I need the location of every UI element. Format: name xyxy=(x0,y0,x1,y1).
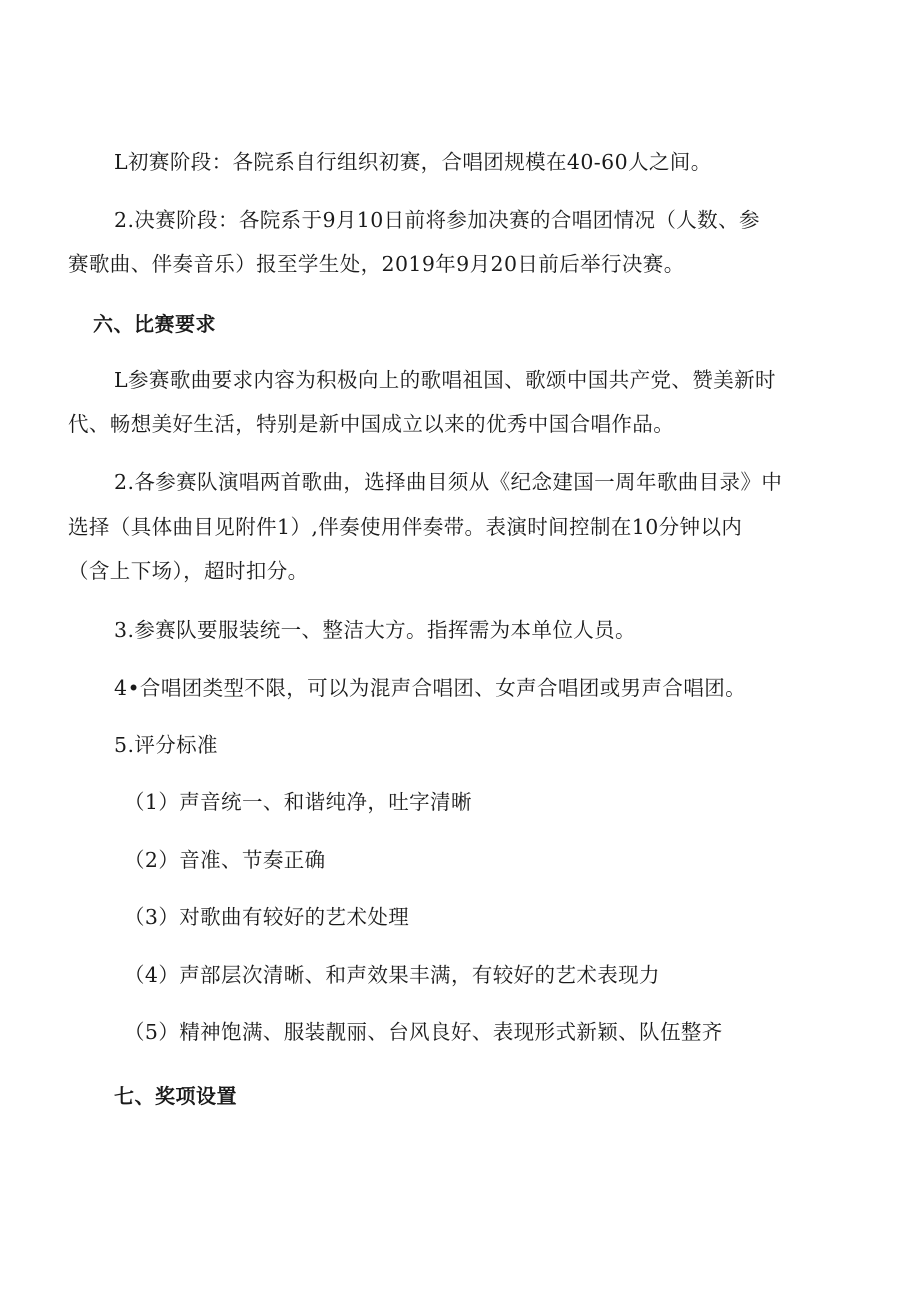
requirement-2-line1: 2.各参赛队演唱两首歌曲，选择曲目须从《纪念建国一周年歌曲目录》中 xyxy=(114,470,783,494)
criterion-3: （3）对歌曲有较好的艺术处理 xyxy=(124,905,410,929)
section-heading-requirements: 六、比赛要求 xyxy=(93,312,216,336)
section-heading-awards: 七、奖项设置 xyxy=(114,1084,237,1108)
requirement-1-line2: 代、畅想美好生活，特别是新中国成立以来的优秀中国合唱作品。 xyxy=(68,412,675,436)
requirement-3: 3.参赛队要服装统一、整洁大方。指挥需为本单位人员。 xyxy=(114,618,636,642)
paragraph-preliminary: L初赛阶段：各院系自行组织初赛，合唱团规模在40-60人之间。 xyxy=(114,150,712,174)
criterion-2: （2）音准、节奏正确 xyxy=(124,848,326,872)
requirement-2-line3: （含上下场），超时扣分。 xyxy=(68,559,309,583)
criterion-5: （5）精神饱满、服装靓丽、台风良好、表现形式新颖、队伍整齐 xyxy=(124,1020,723,1044)
criterion-4: （4）声部层次清晰、和声效果丰满，有较好的艺术表现力 xyxy=(124,963,660,987)
requirement-4: 4•合唱团类型不限，可以为混声合唱团、女声合唱团或男声合唱团。 xyxy=(114,676,747,700)
requirement-1-line1: L参赛歌曲要求内容为积极向上的歌唱祖国、歌颂中国共产党、赞美新时 xyxy=(114,368,776,392)
paragraph-final-line2: 赛歌曲、伴奏音乐）报至学生处，2019年9月20日前后举行决赛。 xyxy=(68,252,685,276)
criterion-1: （1）声音统一、和谐纯净，吐字清晰 xyxy=(124,790,472,814)
requirement-2-line2: 选择（具体曲目见附件1）,伴奏使用伴奏带。表演时间控制在10分钟以内 xyxy=(68,515,743,539)
paragraph-final-line1: 2.决赛阶段：各院系于9月10日前将参加决赛的合唱团情况（人数、参 xyxy=(114,208,760,232)
requirement-5-title: 5.评分标准 xyxy=(114,733,218,757)
